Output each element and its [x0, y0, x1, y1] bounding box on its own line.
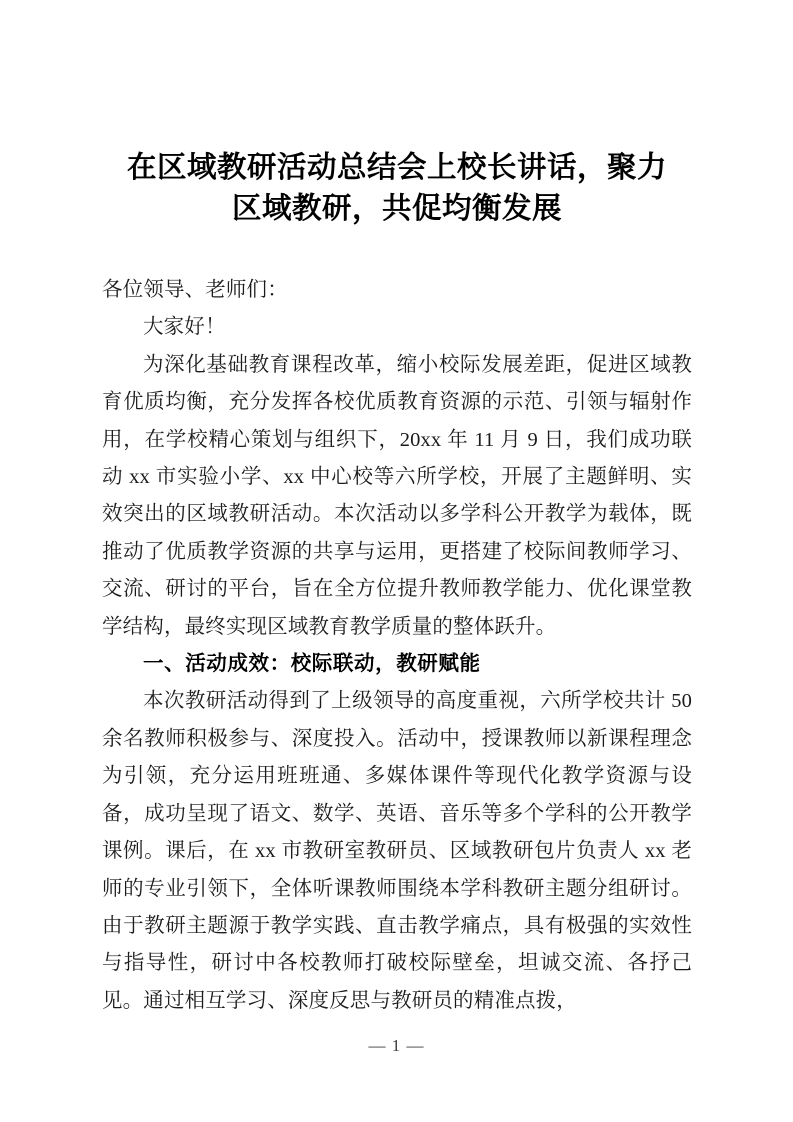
page-number-footer: — 1 —: [368, 1036, 425, 1055]
greeting: 大家好！: [143, 316, 226, 339]
section-heading-1: 一、活动成效：校际联动，教研赋能: [143, 653, 481, 676]
document-body: [102, 140, 692, 1020]
salutation: 各位领导、老师们：: [102, 279, 288, 301]
page-title-line-2: 区域教研，共促均衡发展: [231, 193, 562, 225]
page-title: [102, 140, 692, 230]
paragraph-section-1-body: 本次教研活动得到了上级领导的高度重视，六所学校共计 50 余名教师积极参与、深度投入。活动中，授课教师以新课程理念为引领，充分运用班班通、多媒体课件等现代化教学资源与设备，成功呈现了语文、数学、英语、音乐等多个学科的公开教学课例。课后，在 xx 市教研室教研员、区域教研包片负责人 xx 老师的专业引领下，全体听课教师围绕本学科教研主题分组研讨。由于教研主题源于教学实践、直击教学痛点，具有极强的实效性与指导性，研讨中各校教师打破校际壁垒，坦诚交流、各抒己见。通过相互学习、深度反思与教研员的精准点拨，: [102, 690, 692, 1012]
paragraph-intro: 为深化基础教育课程改革，缩小校际发展差距，促进区域教育优质均衡，充分发挥各校优质教育资源的示范、引领与辐射作用，在学校精心策划与组织下，20xx 年 11 月 9 日，我们成功联动 xx 市实验小学、xx 中心校等六所学校，开展了主题鲜明、实效突出的区域教研活动。本次活动以多学科公开教学为载体，既推动了优质教学资源的共享与运用，更搭建了校际间教师学习、交流、研讨的平台，旨在全方位提升教师教学能力、优化课堂教学结构，最终实现区域教育教学质量的整体跃升。: [102, 353, 692, 638]
page-title-line-1: 在区域教研活动总结会上校长讲话，聚力: [126, 152, 667, 184]
